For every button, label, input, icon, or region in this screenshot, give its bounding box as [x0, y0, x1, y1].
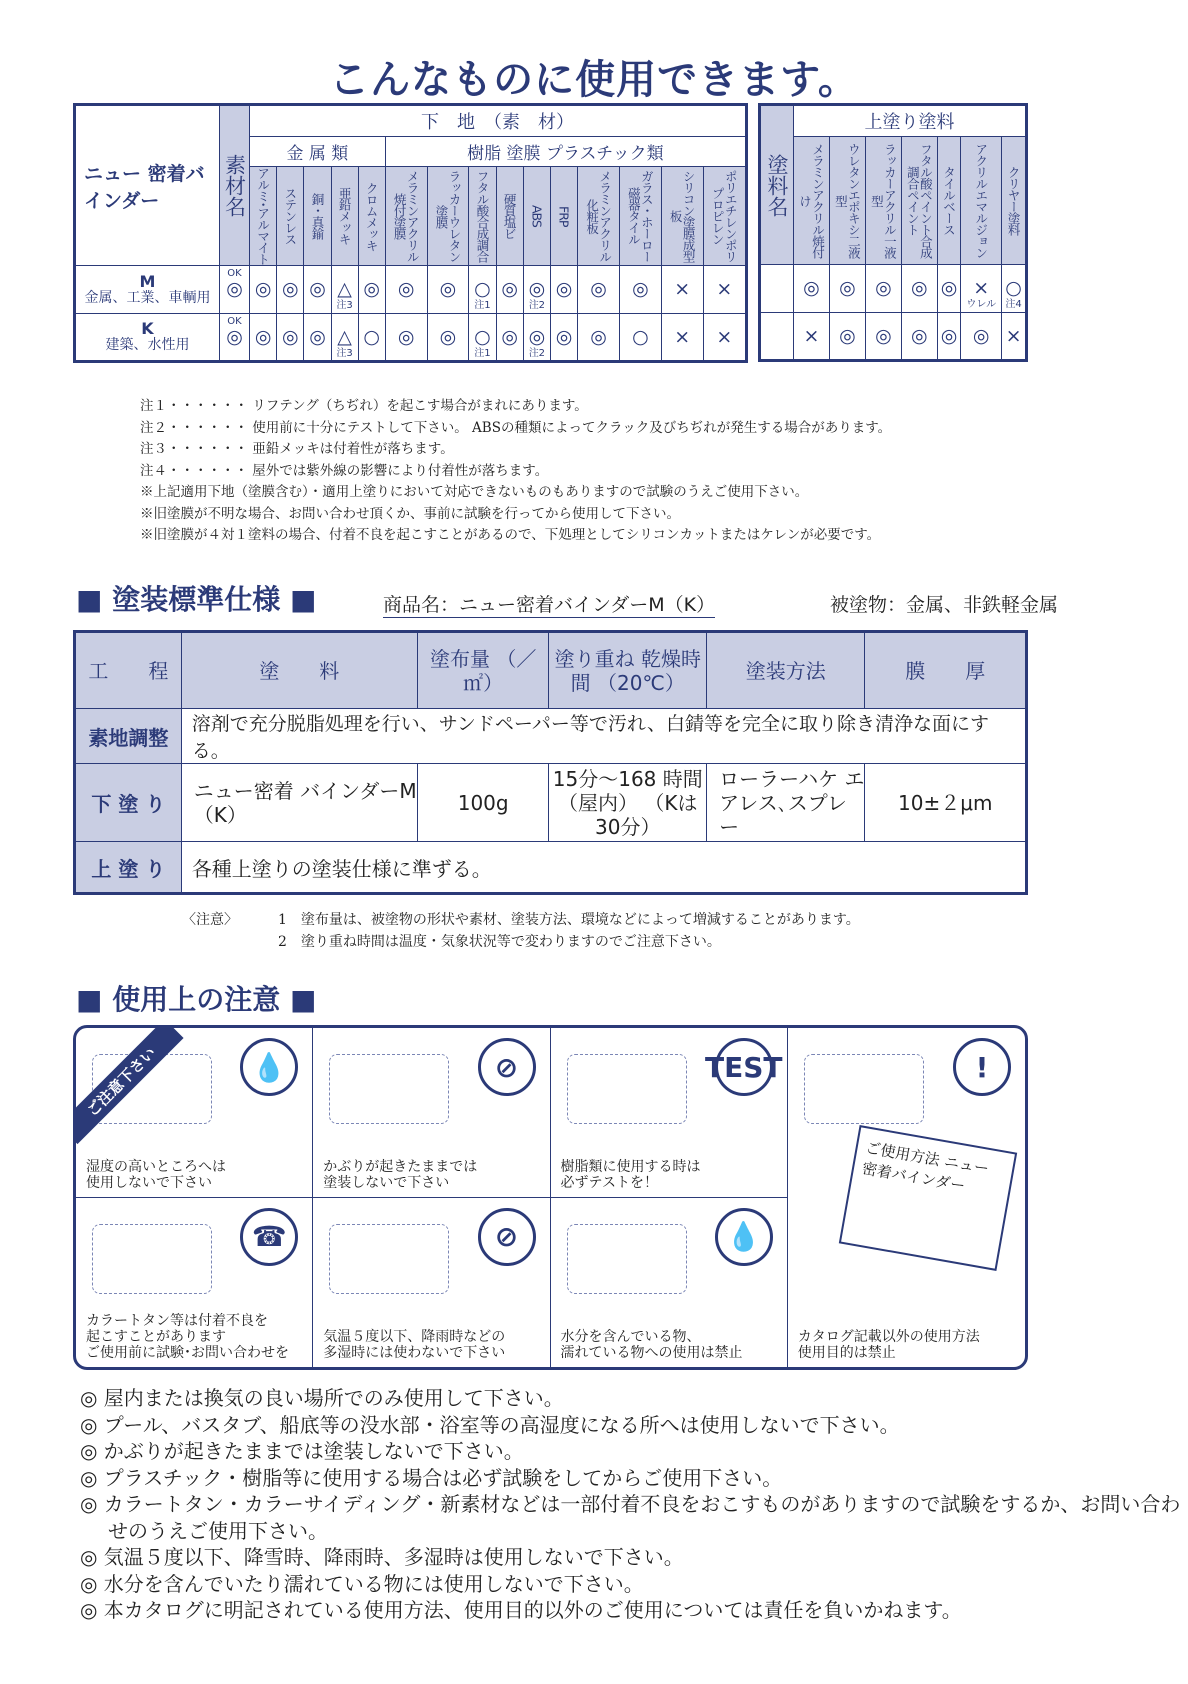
- compat-cell: [496, 314, 523, 362]
- compat-symbol: ◎: [911, 324, 928, 347]
- compat-symbol: ◎: [528, 325, 546, 348]
- compat-symbol: ◎: [875, 324, 892, 347]
- row-label: [75, 314, 220, 362]
- test-icon: TEST: [715, 1038, 773, 1096]
- compat-symbol: ◎: [803, 277, 820, 299]
- compat-cell-content: [497, 267, 523, 313]
- exclamation-icon: !: [953, 1038, 1011, 1096]
- compat-cell-content: [662, 267, 703, 313]
- topcoat-column-header: [865, 137, 901, 265]
- compat-symbol: ◎: [439, 325, 457, 348]
- compat-symbol: ◎: [254, 278, 272, 300]
- compat-symbol: ◎: [254, 325, 272, 348]
- compat-symbol: ○: [632, 325, 649, 348]
- pictogram-caption: 湿度の高いところへは 使用しないで下さい: [86, 1158, 226, 1191]
- compat-cell-content: [277, 314, 303, 360]
- substrate-column-header: [496, 167, 523, 266]
- compat-cell-content: [428, 314, 469, 360]
- spec-cell: 100g: [417, 764, 549, 842]
- compat-cell: [550, 266, 577, 314]
- compat-cell: [794, 313, 830, 361]
- substrate-column-header: [578, 167, 620, 266]
- metal-group-header: 金 属 類: [250, 137, 386, 167]
- compat-cell-content: [250, 314, 276, 360]
- compat-cell: [619, 266, 661, 314]
- compat-symbol: ×: [716, 278, 733, 300]
- compat-cell: [220, 266, 250, 314]
- table-notes: [140, 396, 891, 547]
- compat-cell-content: [830, 266, 865, 312]
- note-line: ※旧塗膜が不明な場合、お問い合わせ頂くか、事前に試験を行ってから使用して下さい。: [140, 505, 680, 522]
- art-placeholder: [804, 1054, 924, 1124]
- compat-cell-content: [662, 314, 703, 360]
- compat-symbol: ◎: [397, 325, 415, 348]
- compat-cell: [865, 265, 901, 313]
- spec-table: [73, 630, 1028, 895]
- compat-cell: [358, 314, 385, 362]
- row-usage: 金属、工業、車輌用: [84, 289, 211, 306]
- art-placeholder: [567, 1224, 687, 1294]
- product-name: 商品名：ニュー密着バインダーM（K）: [383, 590, 715, 618]
- pictogram-panel: [551, 1028, 788, 1198]
- row-usage: 建築、水性用: [105, 337, 190, 353]
- compat-symbol: ◎: [501, 278, 518, 300]
- row-code: M: [139, 271, 156, 291]
- compat-cell-content: [250, 267, 276, 313]
- compat-cell-content: [359, 267, 385, 313]
- usage-heading: ■ 使用上の注意 ■: [76, 983, 317, 1016]
- column-label: FRP: [556, 205, 572, 227]
- column-label: シリコン塗膜成型板: [668, 170, 697, 262]
- compat-cell-content: [961, 266, 1001, 312]
- topcoat-compatibility-table: [758, 103, 1028, 362]
- compat-cell: [937, 313, 960, 361]
- target-material: 被塗物：金属、非鉄軽金属: [830, 594, 1059, 616]
- compat-cell-content: [524, 267, 550, 313]
- compat-symbol: ◎: [839, 277, 856, 299]
- compat-cell: [427, 266, 469, 314]
- art-placeholder: [92, 1224, 212, 1294]
- compat-cell-content: [794, 313, 829, 359]
- compat-cell: [277, 314, 304, 362]
- compat-cell-content: [551, 267, 577, 313]
- compat-cell: [427, 314, 469, 362]
- note-ref: 注2: [528, 347, 546, 359]
- compat-symbol: ×: [803, 324, 820, 347]
- pictogram-caption: カタログ記載以外の使用方法 使用目的は禁止: [797, 1329, 980, 1361]
- compat-symbol: ◎: [590, 278, 607, 300]
- table-row: [75, 709, 1027, 764]
- compat-symbol: ○: [1005, 277, 1022, 299]
- art-placeholder: [567, 1054, 687, 1124]
- process-label: 素地調整: [75, 709, 182, 764]
- pictogram-panel: [313, 1028, 550, 1198]
- topcoat-column-header: [901, 137, 937, 265]
- topcoat-column-header: [829, 137, 865, 265]
- compat-cell-content: [386, 267, 427, 313]
- topcoat-column-header: [937, 137, 960, 265]
- caution-bullet: ◎ 屋内または換気の良い場所でのみ使用して下さい。: [80, 1386, 564, 1410]
- compat-symbol: ◎: [590, 325, 607, 348]
- column-label: フタル酸合成調合: [474, 170, 490, 262]
- substrate-group-header: 下 地 （素 材）: [250, 105, 747, 137]
- topcoat-column-header: [961, 137, 1002, 265]
- compat-cell: [901, 265, 937, 313]
- compat-cell: [250, 314, 277, 362]
- column-label: クロムメッキ: [364, 181, 380, 251]
- compat-symbol: ◎: [555, 325, 573, 348]
- column-label: アクリルエマルジョン: [973, 143, 989, 258]
- compat-symbol: ×: [1005, 324, 1022, 347]
- caution-pictogram-panel: [73, 1025, 1028, 1370]
- row-code: K: [141, 319, 154, 338]
- caution-bullet: ◎ プール、バスタブ、船底等の没水部・浴室等の高湿度になる所へは使用しないで下さい。: [80, 1412, 900, 1437]
- compat-symbol: ◎: [282, 325, 299, 348]
- compat-cell: [469, 314, 496, 362]
- water-drop-icon: 💧: [715, 1208, 773, 1266]
- topcoat-header: 上塗り塗料: [794, 105, 1027, 137]
- substrate-column-header: [469, 167, 496, 266]
- compat-cell: [578, 266, 620, 314]
- pictogram-panel: [313, 1198, 550, 1368]
- compat-cell-content: [220, 267, 249, 313]
- pictogram-caption: かぶりが起きたままでは 塗装しないで下さい: [323, 1158, 478, 1191]
- prohibited-icon: ⊘: [478, 1208, 536, 1266]
- compat-cell: [794, 265, 830, 313]
- compat-cell-content: [1002, 313, 1025, 359]
- row-label: [75, 266, 220, 314]
- art-placeholder: [329, 1054, 449, 1124]
- process-desc: 溶剤で充分脱脂処理を行い、サンドペーパー等で汚れ、白錆等を完全に取り除き清浄な面にする。: [181, 709, 1026, 764]
- page-title: こんなものに使用できます。: [329, 57, 859, 103]
- compat-cell: [385, 266, 427, 314]
- caution-label: 〈注意〉: [182, 912, 238, 928]
- compat-symbol: ◎: [911, 277, 928, 299]
- table-row: [75, 266, 747, 314]
- note-ref: 注3: [336, 300, 353, 311]
- instruction-sign: ご使用方法 ニュー 密着バインダー: [839, 1125, 1017, 1271]
- caution-bullet: ◎ 気温５度以下、降雪時、降雨時、多湿時は使用しないで下さい。: [80, 1545, 684, 1569]
- prohibited-icon: ⊘: [478, 1038, 536, 1096]
- compat-cell-content: [304, 314, 330, 360]
- compat-symbol: ◎: [555, 278, 573, 300]
- note-ref: 注1: [474, 300, 491, 311]
- spec-header: 膜 厚: [865, 632, 1027, 709]
- compat-symbol: ◎: [940, 277, 958, 299]
- compat-symbol: ◎: [632, 278, 649, 300]
- substrate-column-header: [277, 167, 304, 266]
- compat-cell-content: [469, 267, 495, 313]
- pictogram-caption: カラートタン等は付着不良を 起こすことがあります ご使用前に試験･お問い合わせを: [86, 1313, 289, 1361]
- column-label: ABS: [529, 205, 545, 227]
- column-label: ラッカーアクリル一液型: [869, 143, 898, 258]
- compat-symbol: ×: [674, 278, 691, 300]
- compat-cell-content: [428, 267, 469, 313]
- compat-cell-content: [551, 314, 577, 360]
- note-ref: 注4: [1005, 299, 1022, 310]
- caution-bullet: ◎ かぶりが起きたままでは塗装しないで下さい。: [80, 1439, 524, 1463]
- column-label: ポリエチレンポリプロピレン: [710, 170, 739, 262]
- spec-cell: 15分〜168 時間（屋内） （Kは30分）: [549, 764, 707, 842]
- compat-cell: [304, 266, 331, 314]
- compat-cell-content: [359, 314, 385, 360]
- substrate-column-header: [523, 167, 550, 266]
- compat-cell: [1002, 313, 1027, 361]
- compat-cell-content: [902, 266, 937, 312]
- table-row: [760, 265, 1027, 313]
- empty-cell: [760, 265, 794, 313]
- spec-header: 塗装方法: [707, 632, 865, 709]
- compat-cell: [358, 266, 385, 314]
- compat-cell: [469, 266, 496, 314]
- compat-symbol: ◎: [309, 325, 326, 348]
- substrate-column-header: [331, 167, 358, 266]
- substrate-column-header: [661, 167, 703, 266]
- column-label: ステンレス: [282, 187, 298, 245]
- caution-banner: ご注意下さい: [73, 1025, 184, 1144]
- compat-symbol: ◎: [439, 278, 457, 300]
- compat-cell-content: [704, 267, 745, 313]
- compat-cell-content: [961, 313, 1001, 359]
- compat-cell-content: [620, 314, 661, 360]
- compat-symbol: ◎: [501, 325, 518, 348]
- compat-cell: [496, 266, 523, 314]
- compat-cell: [901, 313, 937, 361]
- compat-symbol: ◎: [528, 278, 546, 300]
- compat-cell: [961, 265, 1002, 313]
- compat-symbol: ○: [363, 325, 380, 348]
- empty-cell: [760, 313, 794, 361]
- compat-cell: [578, 314, 620, 362]
- compat-cell: [937, 265, 960, 313]
- ok-label: OK: [227, 268, 242, 279]
- compat-symbol: ◎: [839, 324, 856, 347]
- compat-cell: [703, 266, 746, 314]
- column-label: メラミンアクリル焼付塗膜: [392, 170, 421, 262]
- compat-symbol: ◎: [972, 324, 990, 347]
- column-label: ラッカーウレタン塗膜: [433, 170, 462, 262]
- column-label: 銅・真鍮: [310, 193, 326, 239]
- compat-cell-content: [332, 314, 358, 360]
- compat-cell-content: [578, 267, 619, 313]
- compat-cell: [661, 266, 703, 314]
- compat-cell: [277, 266, 304, 314]
- compat-cell-content: [866, 313, 901, 359]
- note-ref: 注3: [336, 347, 353, 359]
- spec-header: 塗布量 （／㎡）: [417, 632, 549, 709]
- note-line: 注１・・・・・・ リフテング（ちぢれ）を起こす場合がまれにあります。: [140, 398, 588, 414]
- compat-cell: [304, 314, 331, 362]
- caution-bullet: ◎ プラスチック・樹脂等に使用する場合は必ず試験をしてからご使用下さい。: [80, 1465, 783, 1490]
- pictogram-panel: [76, 1028, 313, 1198]
- product-header: ニュー 密着バインダー: [75, 105, 220, 266]
- column-label: フタル酸ペイント合成調合ペイント: [905, 143, 934, 258]
- compat-cell: [550, 314, 577, 362]
- substrate-column-header: [703, 167, 746, 266]
- compat-cell-content: [620, 267, 661, 313]
- note-ref: 注1: [474, 347, 491, 359]
- compat-symbol: ◎: [397, 278, 415, 300]
- compat-cell: [829, 265, 865, 313]
- compat-cell-content: [386, 314, 427, 360]
- compat-cell: [1002, 265, 1027, 313]
- compat-cell-content: [794, 266, 829, 312]
- topcoat-column-header: [794, 137, 830, 265]
- column-label: タイルベース: [941, 166, 957, 235]
- spec-heading: ■ 塗装標準仕様 ■: [76, 583, 317, 616]
- compat-cell-content: [220, 314, 249, 360]
- compat-cell-content: [332, 267, 358, 313]
- topcoat-column-header: [1002, 137, 1027, 265]
- spec-cautions: [182, 909, 860, 953]
- pictogram-panel: [551, 1198, 788, 1368]
- substrate-column-header: [619, 167, 661, 266]
- compat-cell: [865, 313, 901, 361]
- table-row: [75, 764, 1027, 842]
- compat-symbol: ◎: [226, 278, 243, 300]
- compat-symbol: ◎: [363, 278, 380, 300]
- spec-cell: ローラーハケ エアレス､スプレー: [707, 764, 865, 842]
- compat-cell: [250, 266, 277, 314]
- table-row: [75, 314, 747, 362]
- compat-cell: [703, 314, 746, 362]
- table-row: [75, 842, 1027, 894]
- column-label: ウレタンエポキシ二液型: [833, 143, 862, 258]
- compat-symbol: ○: [474, 325, 491, 348]
- water-drop-icon: 💧: [240, 1038, 298, 1096]
- note-line: 注３・・・・・・ 亜鉛メッキは付着性が落ちます。: [140, 441, 454, 457]
- column-label: メラミンアクリル化粧板: [584, 170, 613, 262]
- column-label: ガラス・ホーロー磁器タイル: [626, 170, 655, 262]
- spec-header: 塗 料: [181, 632, 417, 709]
- caution-line: 2 塗り重ね時間は温度・気象状況等で変わりますのでご注意下さい。: [278, 934, 721, 950]
- material-name-header: 素材名: [220, 105, 250, 266]
- column-label: 亜鉛メッキ: [337, 187, 353, 245]
- column-label: アルミ･アルマイト: [255, 167, 271, 265]
- compat-symbol: ◎: [875, 277, 892, 299]
- note-line: 注２・・・・・・ 使用前に十分にテストして下さい。 ABSの種類によってクラック及びちぢれが発生する場合があります。: [140, 419, 892, 436]
- compat-cell-content: [578, 314, 619, 360]
- pictogram-caption: 樹脂類に使用する時は 必ずテストを！: [560, 1158, 701, 1191]
- note-ref: 注2: [528, 300, 546, 311]
- compat-cell: [829, 313, 865, 361]
- caution-bullet: ◎ カラートタン・カラーサイディング・新素材などは一部付着不良をおこすものがありますので試験をするか、お問い合わせのうえご使用下さい。: [80, 1492, 1181, 1543]
- compat-cell: [619, 314, 661, 362]
- compat-symbol: ○: [474, 278, 491, 300]
- substrate-column-header: [250, 167, 277, 266]
- compat-cell-content: [938, 266, 960, 312]
- compat-cell-content: [866, 266, 901, 312]
- note-line: ※上記適用下地（塗膜含む）・適用上塗りにおいて対応できないものもありますので試験のうえご使用下さい。: [140, 484, 809, 500]
- ok-label: OK: [227, 315, 242, 327]
- compat-symbol: ◎: [940, 324, 958, 347]
- compat-cell-content: [469, 314, 495, 360]
- compat-cell-content: [938, 313, 960, 359]
- pictogram-caption: 水分を含んでいる物、 濡れている物への使用は禁止: [560, 1329, 743, 1361]
- paint-name-header: 塗料名: [760, 105, 794, 265]
- column-label: クリヤー塗料: [1006, 166, 1022, 235]
- compat-cell: [661, 314, 703, 362]
- caution-bullet: ◎ 本カタログに明記されている使用方法、使用目的以外のご使用については責任を負いかねます。: [80, 1598, 962, 1622]
- compat-symbol: △: [337, 325, 352, 348]
- caution-line: 1 塗布量は、被塗物の形状や素材、塗装方法、環境などによって増減することがあります。: [278, 912, 860, 928]
- compat-cell-content: [524, 314, 550, 360]
- compat-cell: [331, 314, 358, 362]
- compat-symbol: ◎: [309, 278, 326, 300]
- compat-cell-content: [902, 313, 937, 359]
- compat-symbol: △: [337, 278, 352, 300]
- column-label: メラミンアクリル焼付け: [797, 143, 826, 258]
- substrate-column-header: [427, 167, 469, 266]
- spec-header: 塗り重ね 乾燥時間 （20℃）: [549, 632, 707, 709]
- process-label: 上 塗 り: [75, 842, 182, 894]
- compat-cell: [961, 313, 1002, 361]
- compat-cell-content: [704, 314, 745, 360]
- resin-group-header: 樹脂 塗膜 プラスチック類: [385, 137, 746, 167]
- compat-symbol: ◎: [226, 325, 243, 348]
- compat-cell: [220, 314, 250, 362]
- compat-cell: [331, 266, 358, 314]
- compat-cell-content: [304, 267, 330, 313]
- compat-symbol: ◎: [282, 278, 299, 300]
- table-row: [760, 313, 1027, 361]
- pictogram-panel: [76, 1198, 313, 1368]
- usage-cautions-list: [80, 1385, 1188, 1624]
- spec-cell: 10±２μm: [865, 764, 1027, 842]
- process-label: 下 塗 り: [75, 764, 182, 842]
- substrate-column-header: [385, 167, 427, 266]
- compat-cell-content: [1002, 266, 1025, 312]
- compat-symbol: ×: [716, 325, 733, 348]
- art-placeholder: [329, 1224, 449, 1294]
- phone-icon: ☎: [240, 1208, 298, 1266]
- pictogram-panel: [788, 1028, 1025, 1367]
- substrate-column-header: [304, 167, 331, 266]
- caution-bullet: ◎ 水分を含んでいたり濡れている物には使用しないで下さい。: [80, 1571, 644, 1596]
- pictogram-caption: 気温５度以下、降雨時などの 多湿時には使わないで下さい: [323, 1329, 506, 1361]
- column-label: 硬質塩ビ: [502, 193, 518, 239]
- substrate-compatibility-table: [73, 103, 748, 363]
- process-desc: 各種上塗りの塗装仕様に準ずる。: [181, 842, 1026, 894]
- compat-symbol: ×: [674, 325, 691, 348]
- substrate-column-header: [550, 167, 577, 266]
- compat-cell-content: [277, 267, 303, 313]
- compat-cell-content: [497, 314, 523, 360]
- spec-header: 工 程: [75, 632, 182, 709]
- note-line: 注４・・・・・・ 屋外では紫外線の影響により付着性が落ちます。: [140, 462, 549, 479]
- substrate-column-header: [358, 167, 385, 266]
- compat-cell: [523, 266, 550, 314]
- compat-cell: [523, 314, 550, 362]
- note-line: ※旧塗膜が４対１塗料の場合、付着不良を起こすことがあるので、下処理としてシリコンカットまたはケレンが必要です。: [140, 527, 881, 543]
- compat-cell-content: [830, 313, 865, 359]
- compat-cell: [385, 314, 427, 362]
- spec-cell: ニュー密着 バインダーM（K）: [181, 764, 417, 842]
- note-ref: ウレル: [966, 299, 997, 310]
- compat-symbol: ×: [973, 277, 990, 299]
